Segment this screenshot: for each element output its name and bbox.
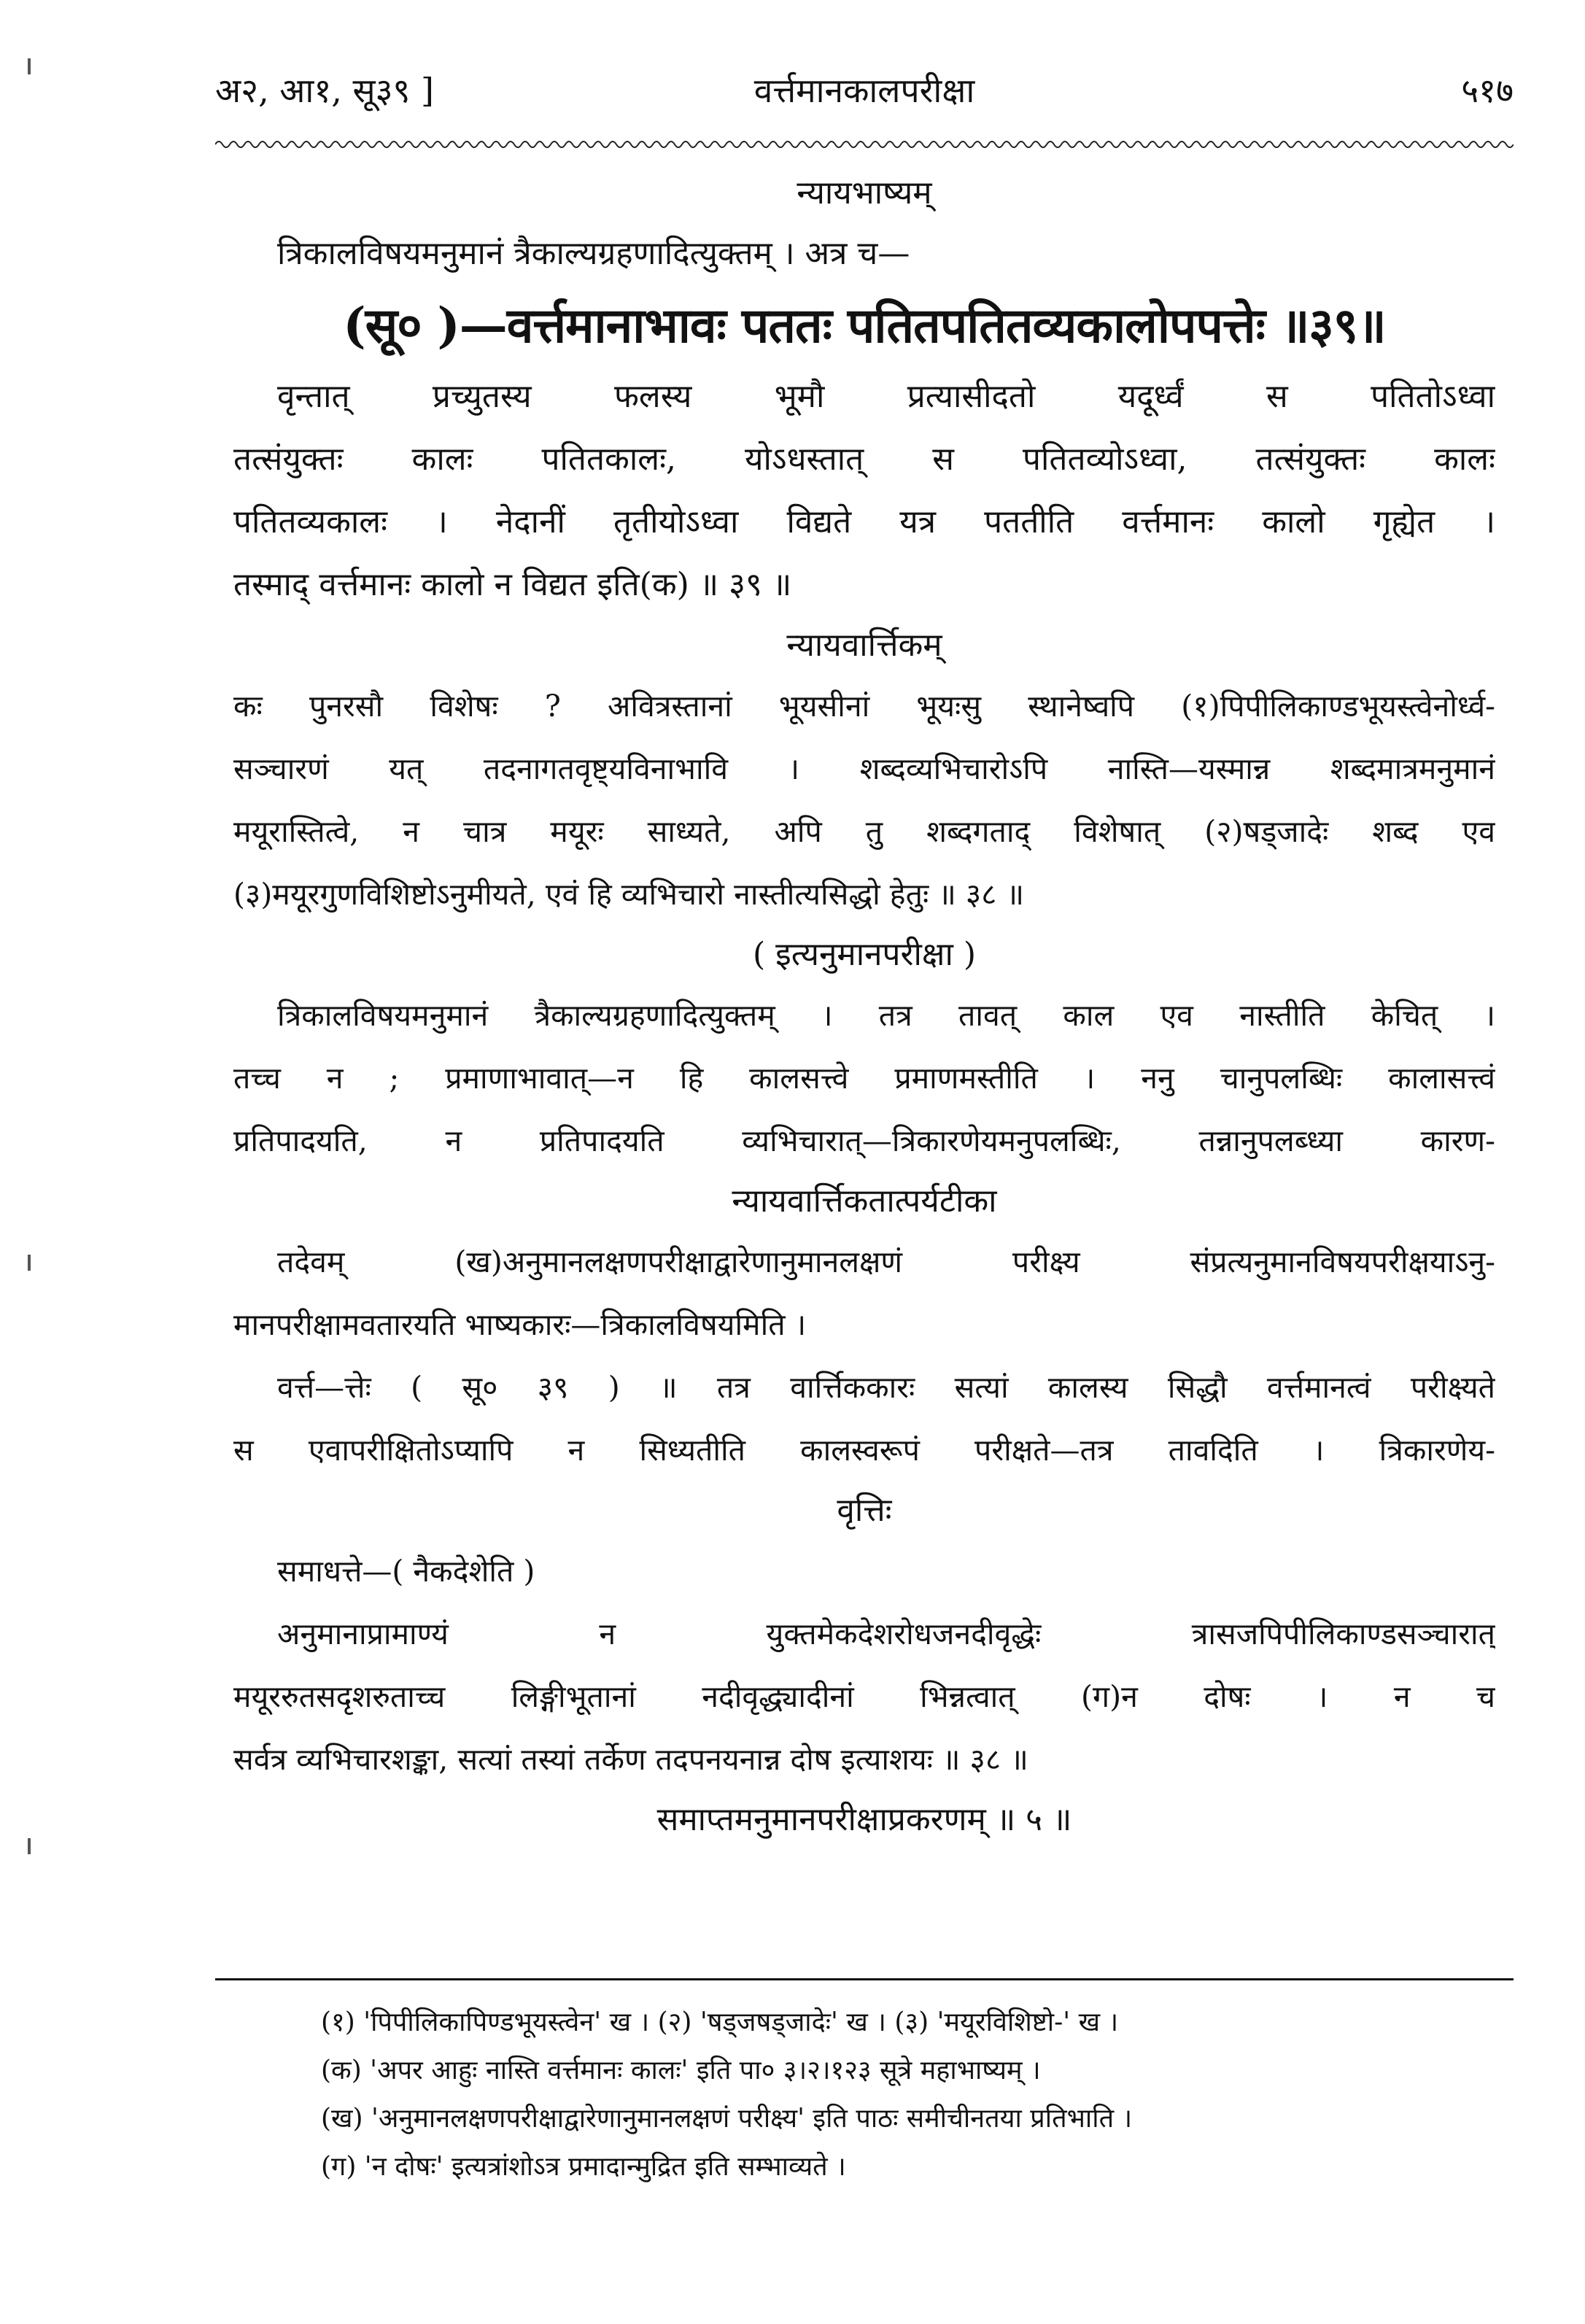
sutra-line: (सू० )—वर्त्तमानाभावः पततः पतितपतितव्यकालोपपत्तेः ॥३९॥: [343, 297, 1386, 354]
text-line: तत्संयुक्तः कालः पतितकालः, योऽधस्तात् स पतितव्योऽध्वा, तत्संयुक्तः कालः: [233, 441, 1495, 478]
text-line: सर्वत्र व्यभिचारशङ्का, सत्यां तस्यां तर्केण तदपनयनान्न दोष इत्याशयः ॥ ३८ ॥: [233, 1742, 1028, 1777]
chapter-reference: अ२, आ१, सू३९ ]: [215, 71, 434, 110]
text-line: वर्त्त—त्तेः ( सू० ३९ ) ॥ तत्र वार्त्तिककारः सत्यां कालस्य सिद्धौ वर्त्तमानत्वं परीक्ष्यते: [277, 1370, 1495, 1405]
text-line: त्रिकालविषयमनुमानं त्रैकाल्यग्रहणादित्युक्तम् । अत्र च—: [277, 235, 910, 272]
footnote: (ग) 'न दोषः' इत्यत्रांशोऽत्र प्रमादान्मुद्रित इति सम्भाव्यते ।: [321, 2152, 846, 2182]
text-line: स एवापरीक्षितोऽप्यापि न सिध्यतीति कालस्वरूपं परीक्षते—तत्र तावदिति । त्रिकारणेय-: [233, 1433, 1495, 1468]
footnote: (क) 'अपर आहुः नास्ति वर्त्तमानः कालः' इति पा० ३।२।१२३ सूत्रे महाभाष्यम् ।: [321, 2056, 1041, 2085]
section-subheading: ( इत्यनुमानपरीक्षा ): [752, 936, 977, 973]
header-wavy-rule: [215, 139, 1514, 150]
margin-mark: [28, 1255, 31, 1271]
text-line: तस्माद् वर्त्तमानः कालो न विद्यत इति(क) ॥ ३९ ॥: [233, 566, 792, 603]
text-line: सञ्चारणं यत् तदनागतवृष्ट्यविनाभावि । शब्दव्यभिचारोऽपि नास्ति—यस्मान्न शब्दमात्रमनुमानं: [233, 751, 1495, 786]
main-text: [233, 164, 1495, 1849]
text-line: (३)मयूरगुणविशिष्टोऽनुमीयते, एवं हि व्यभिचारो नास्तीत्यसिद्धो हेतुः ॥ ३८ ॥: [233, 877, 1025, 912]
text-line: मयूररुतसदृशरुताच्च लिङ्गीभूतानां नदीवृद्ध्यादीनां भिन्नत्वात् (ग)न दोषः । न च: [233, 1679, 1495, 1714]
footnote: (ख) 'अनुमानलक्षणपरीक्षाद्वारेणानुमानलक्षणं परीक्ष्य' इति पाठः समीचीनतया प्रतिभाति ।: [321, 2104, 1133, 2134]
text-line: अनुमानाप्रामाण्यं न युक्तमेकदेशरोधजनदीवृद्धेः त्रासजपिपीलिकाण्डसञ्चारात्: [277, 1616, 1495, 1651]
text-line: कः पुनरसौ विशेषः ? अवित्रस्तानां भूयसीनां भूयःसु स्थानेष्वपि (१)पिपीलिकाण्डभूयस्त्वेनोर्ध्व-: [233, 689, 1495, 724]
text-line: मयूरास्तित्वे, न चात्र मयूरः साध्यते, अपि तु शब्दगताद् विशेषात् (२)षड्जादेः शब्द एव: [233, 814, 1495, 849]
section-heading-varttika: न्यायवार्त्तिकम्: [786, 627, 942, 664]
footnotes: [321, 1999, 1503, 2191]
text-line: समाधत्ते—( नैकदेशेति ): [277, 1554, 535, 1589]
closing-line: समाप्तमनुमानपरीक्षाप्रकरणम् ॥ ५ ॥: [656, 1801, 1072, 1838]
margin-mark: [28, 58, 31, 74]
text-line: तच्च न ; प्रमाणाभावात्—न हि कालसत्त्वे प्रमाणमस्तीति । ननु चानुपलब्धिः कालासत्त्वं: [233, 1061, 1495, 1096]
running-header: [215, 67, 1514, 118]
text-line: वृन्तात् प्रच्युतस्य फलस्य भूमौ प्रत्यासीदतो यदूर्ध्वं स पतितोऽध्वा: [277, 378, 1495, 415]
text-line: प्रतिपादयति, न प्रतिपादयति व्यभिचारात्—त्रिकारणेयमनुपलब्धिः, तन्नानुपलब्ध्या कारण-: [233, 1123, 1495, 1158]
section-heading-tika: न्यायवार्त्तिकतात्पर्यटीका: [732, 1182, 997, 1220]
text-line: तदेवम् (ख)अनुमानलक्षणपरीक्षाद्वारेणानुमानलक्षणं परीक्ष्य संप्रत्यनुमानविषयपरीक्षयाऽनु-: [277, 1244, 1495, 1279]
text-line: त्रिकालविषयमनुमानं त्रैकाल्यग्रहणादित्युक्तम् । तत्र तावत् काल एव नास्तीति केचित् ।: [277, 998, 1495, 1033]
section-heading-bhashya: न्यायभाष्यम्: [797, 174, 932, 212]
page-title: वर्त्तमानकालपरीक्षा: [753, 71, 975, 110]
footnote-rule: [215, 1978, 1514, 1980]
section-heading-vritti: वृत्तिः: [837, 1492, 892, 1529]
text-line: मानपरीक्षामवतारयति भाष्यकारः—त्रिकालविषयमिति ।: [233, 1307, 807, 1342]
page-number: ५१७: [1461, 71, 1514, 110]
footnote: (१) 'पिपीलिकापिण्डभूयस्त्वेन' ख । (२) 'षड्जषड्जादेः' ख । (३) 'मयूरविशिष्टो-' ख ।: [321, 2007, 1119, 2037]
text-line: पतितव्यकालः । नेदानीं तृतीयोऽध्वा विद्यते यत्र पततीति वर्त्तमानः कालो गृह्येत ।: [233, 503, 1495, 541]
margin-mark: [28, 1838, 31, 1854]
